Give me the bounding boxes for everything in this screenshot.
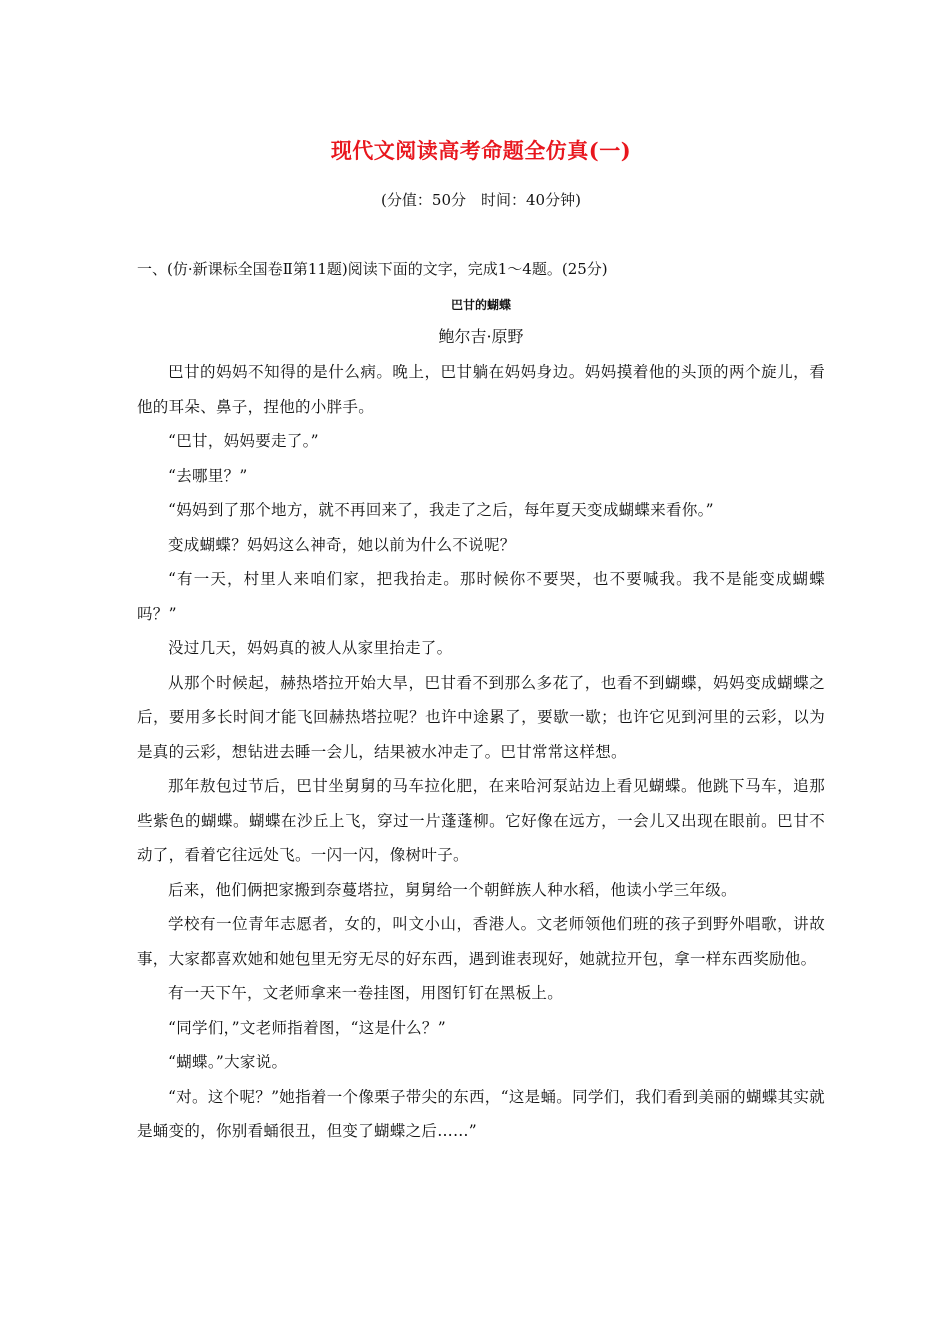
story-body: [137, 355, 825, 1149]
paragraph: “巴甘，妈妈要走了。”: [168, 432, 319, 450]
paragraph: 那年敖包过节后，巴甘坐舅舅的马车拉化肥，在来哈河泵站边上看见蝴蝶。他跳下马车，追那些紫色的蝴蝶。蝴蝶在沙丘上飞，穿过一片蓬蓬柳。它好像在远方，一会儿又出现在眼前。巴甘不动了，看着它往远处飞。一闪一闪，像树叶子。: [137, 777, 825, 864]
page-title: 现代文阅读高考命题全仿真(一): [330, 138, 632, 163]
paragraph: 从那个时候起，赫热塔拉开始大旱，巴甘看不到那么多花了，也看不到蝴蝶，妈妈变成蝴蝶之后，要用多长时间才能飞回赫热塔拉呢？也许中途累了，要歇一歇；也许它见到河里的云彩，以为是真的云彩，想钻进去睡一会儿，结果被水冲走了。巴甘常常这样想。: [137, 673, 825, 761]
paragraph: 后来，他们俩把家搬到奈蔓塔拉，舅舅给一个朝鲜族人种水稻，他读小学三年级。: [168, 880, 737, 899]
score-time-info: (分值：50分 时间：40分钟): [381, 191, 581, 209]
paragraph: “对。这个呢？”她指着一个像栗子带尖的东西，“这是蛹。同学们，我们看到美丽的蝴蝶其实就是蛹变的，你别看蛹很丑，但变了蝴蝶之后……”: [137, 1087, 825, 1140]
paragraph: “有一天，村里人来咱们家，把我抬走。那时候你不要哭，也不要喊我。我不是能变成蝴蝶吗？”: [137, 570, 825, 623]
story-title: 巴甘的蝴蝶: [450, 298, 511, 312]
paragraph: 学校有一位青年志愿者，女的，叫文小山，香港人。文老师领他们班的孩子到野外唱歌，讲故事，大家都喜欢她和她包里无穷无尽的好东西，遇到谁表现好，她就拉开包，拿一样东西奖励他。: [137, 915, 825, 968]
paragraph: 巴甘的妈妈不知得的是什么病。晚上，巴甘躺在妈妈身边。妈妈摸着他的头顶的两个旋儿，看他的耳朵、鼻子，捏他的小胖手。: [137, 363, 825, 416]
paragraph: “同学们，”文老师指着图，“这是什么？”: [168, 1018, 446, 1037]
paragraph: “蝴蝶。”大家说。: [168, 1053, 288, 1071]
paragraph: 没过几天，妈妈真的被人从家里抬走了。: [168, 639, 453, 657]
story-author: 鲍尔吉·原野: [438, 327, 524, 346]
paragraph: 变成蝴蝶？妈妈这么神奇，她以前为什么不说呢？: [168, 535, 516, 554]
question-instruction: 一、(仿·新课标全国卷Ⅱ第11题)阅读下面的文字，完成1～4题。(25分): [137, 260, 608, 278]
paragraph: “去哪里？”: [168, 466, 248, 485]
paragraph: 有一天下午，文老师拿来一卷挂图，用图钉钉在黑板上。: [168, 984, 564, 1002]
paragraph: “妈妈到了那个地方，就不再回来了，我走了之后，每年夏天变成蝴蝶来看你。”: [168, 501, 714, 519]
